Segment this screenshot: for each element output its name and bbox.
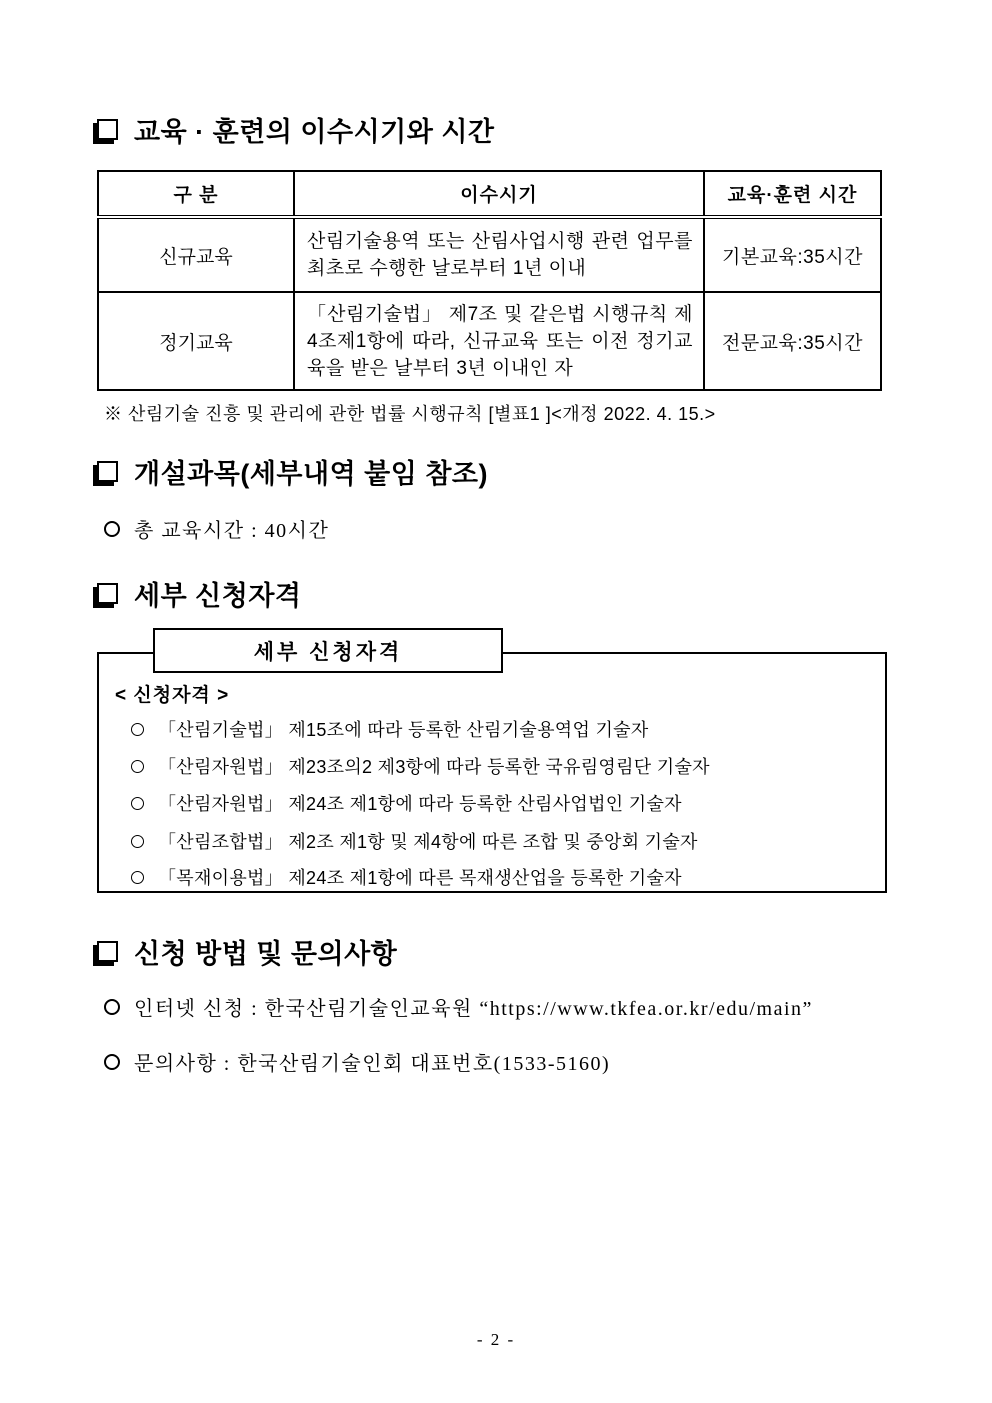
total-hours-line bbox=[104, 514, 329, 543]
qualification-box-title: 세부 신청자격 bbox=[153, 628, 503, 673]
qualification-item-text: 「목재이용법」 제24조 제1항에 따른 목재생산업을 등록한 기술자 bbox=[158, 868, 682, 888]
section-courses-heading bbox=[93, 452, 488, 491]
cell-category: 정기교육 bbox=[98, 292, 294, 390]
table-row-regular-education bbox=[98, 292, 881, 390]
qualification-item-text: 「산림조합법」 제2조 제1항 및 제4항에 따른 조합 및 중앙회 기술자 bbox=[158, 832, 698, 852]
qualification-box bbox=[97, 652, 887, 893]
square-bullet-icon bbox=[97, 461, 118, 482]
section-courses-title: 개설과목(세부내역 붙임 참조) bbox=[134, 459, 488, 489]
qualification-item-text: 「산림자원법」 제23조의2 제3항에 따라 등록한 국유림영림단 기술자 bbox=[158, 757, 710, 777]
cell-timing: 산림기술용역 또는 산림사업시행 관련 업무를 최초로 수행한 날로부터 1년 이내 bbox=[294, 217, 704, 292]
circle-bullet-icon bbox=[131, 835, 144, 848]
qualification-list-title: < 신청자격 > bbox=[115, 685, 230, 706]
qualification-item bbox=[131, 828, 698, 854]
internet-application-text: 인터넷 신청 : 한국산림기술인교육원 “https://www.tkfea.or.kr/edu/main” bbox=[134, 998, 813, 1020]
column-header-timing: 이수시기 bbox=[294, 171, 704, 217]
schedule-table-header bbox=[98, 171, 881, 217]
circle-bullet-icon bbox=[131, 871, 144, 884]
qualification-item-text: 「산림기술법」 제15조에 따라 등록한 산림기술용역업 기술자 bbox=[158, 720, 649, 740]
regulation-note: ※ 산림기술 진흥 및 관리에 관한 법률 시행규칙 [별표1 ]<개정 2022. 4. 15.> bbox=[104, 404, 716, 424]
circle-bullet-icon bbox=[104, 521, 120, 537]
qualification-item bbox=[131, 864, 682, 890]
contact-line bbox=[104, 1047, 610, 1076]
circle-bullet-icon bbox=[104, 999, 120, 1015]
qualification-item bbox=[131, 790, 682, 816]
total-hours-text: 총 교육시간 : 40시간 bbox=[134, 520, 330, 542]
page-number: - 2 - bbox=[476, 1330, 516, 1349]
contact-text: 문의사항 : 한국산림기술인회 대표번호(1533-5160) bbox=[134, 1053, 611, 1075]
cell-hours: 전문교육:35시간 bbox=[704, 292, 881, 390]
table-row-new-education bbox=[98, 217, 881, 292]
circle-bullet-icon bbox=[131, 723, 144, 736]
square-bullet-icon bbox=[97, 583, 118, 604]
qualification-item bbox=[131, 753, 710, 779]
cell-timing: 「산림기술법」 제7조 및 같은법 시행규칙 제4조제1항에 따라, 신규교육 또는 이전 정기교육을 받은 날부터 3년 이내인 자 bbox=[294, 292, 704, 390]
section-qualification-heading bbox=[93, 574, 302, 613]
circle-bullet-icon bbox=[131, 797, 144, 810]
qualification-item bbox=[131, 716, 649, 742]
section-schedule-heading bbox=[93, 110, 494, 149]
section-application-heading bbox=[93, 932, 397, 971]
internet-application-line bbox=[104, 992, 813, 1021]
square-bullet-icon bbox=[97, 941, 118, 962]
column-header-category: 구 분 bbox=[98, 171, 294, 217]
cell-category: 신규교육 bbox=[98, 217, 294, 292]
square-bullet-icon bbox=[97, 119, 118, 140]
section-application-title: 신청 방법 및 문의사항 bbox=[134, 939, 398, 969]
cell-hours: 기본교육:35시간 bbox=[704, 217, 881, 292]
circle-bullet-icon bbox=[131, 760, 144, 773]
schedule-table bbox=[97, 170, 882, 391]
section-qualification-title: 세부 신청자격 bbox=[134, 581, 302, 611]
column-header-hours: 교육·훈련 시간 bbox=[704, 171, 881, 217]
circle-bullet-icon bbox=[104, 1054, 120, 1070]
qualification-item-text: 「산림자원법」 제24조 제1항에 따라 등록한 산림사업법인 기술자 bbox=[158, 794, 682, 814]
section-schedule-title: 교육 · 훈련의 이수시기와 시간 bbox=[134, 117, 495, 147]
